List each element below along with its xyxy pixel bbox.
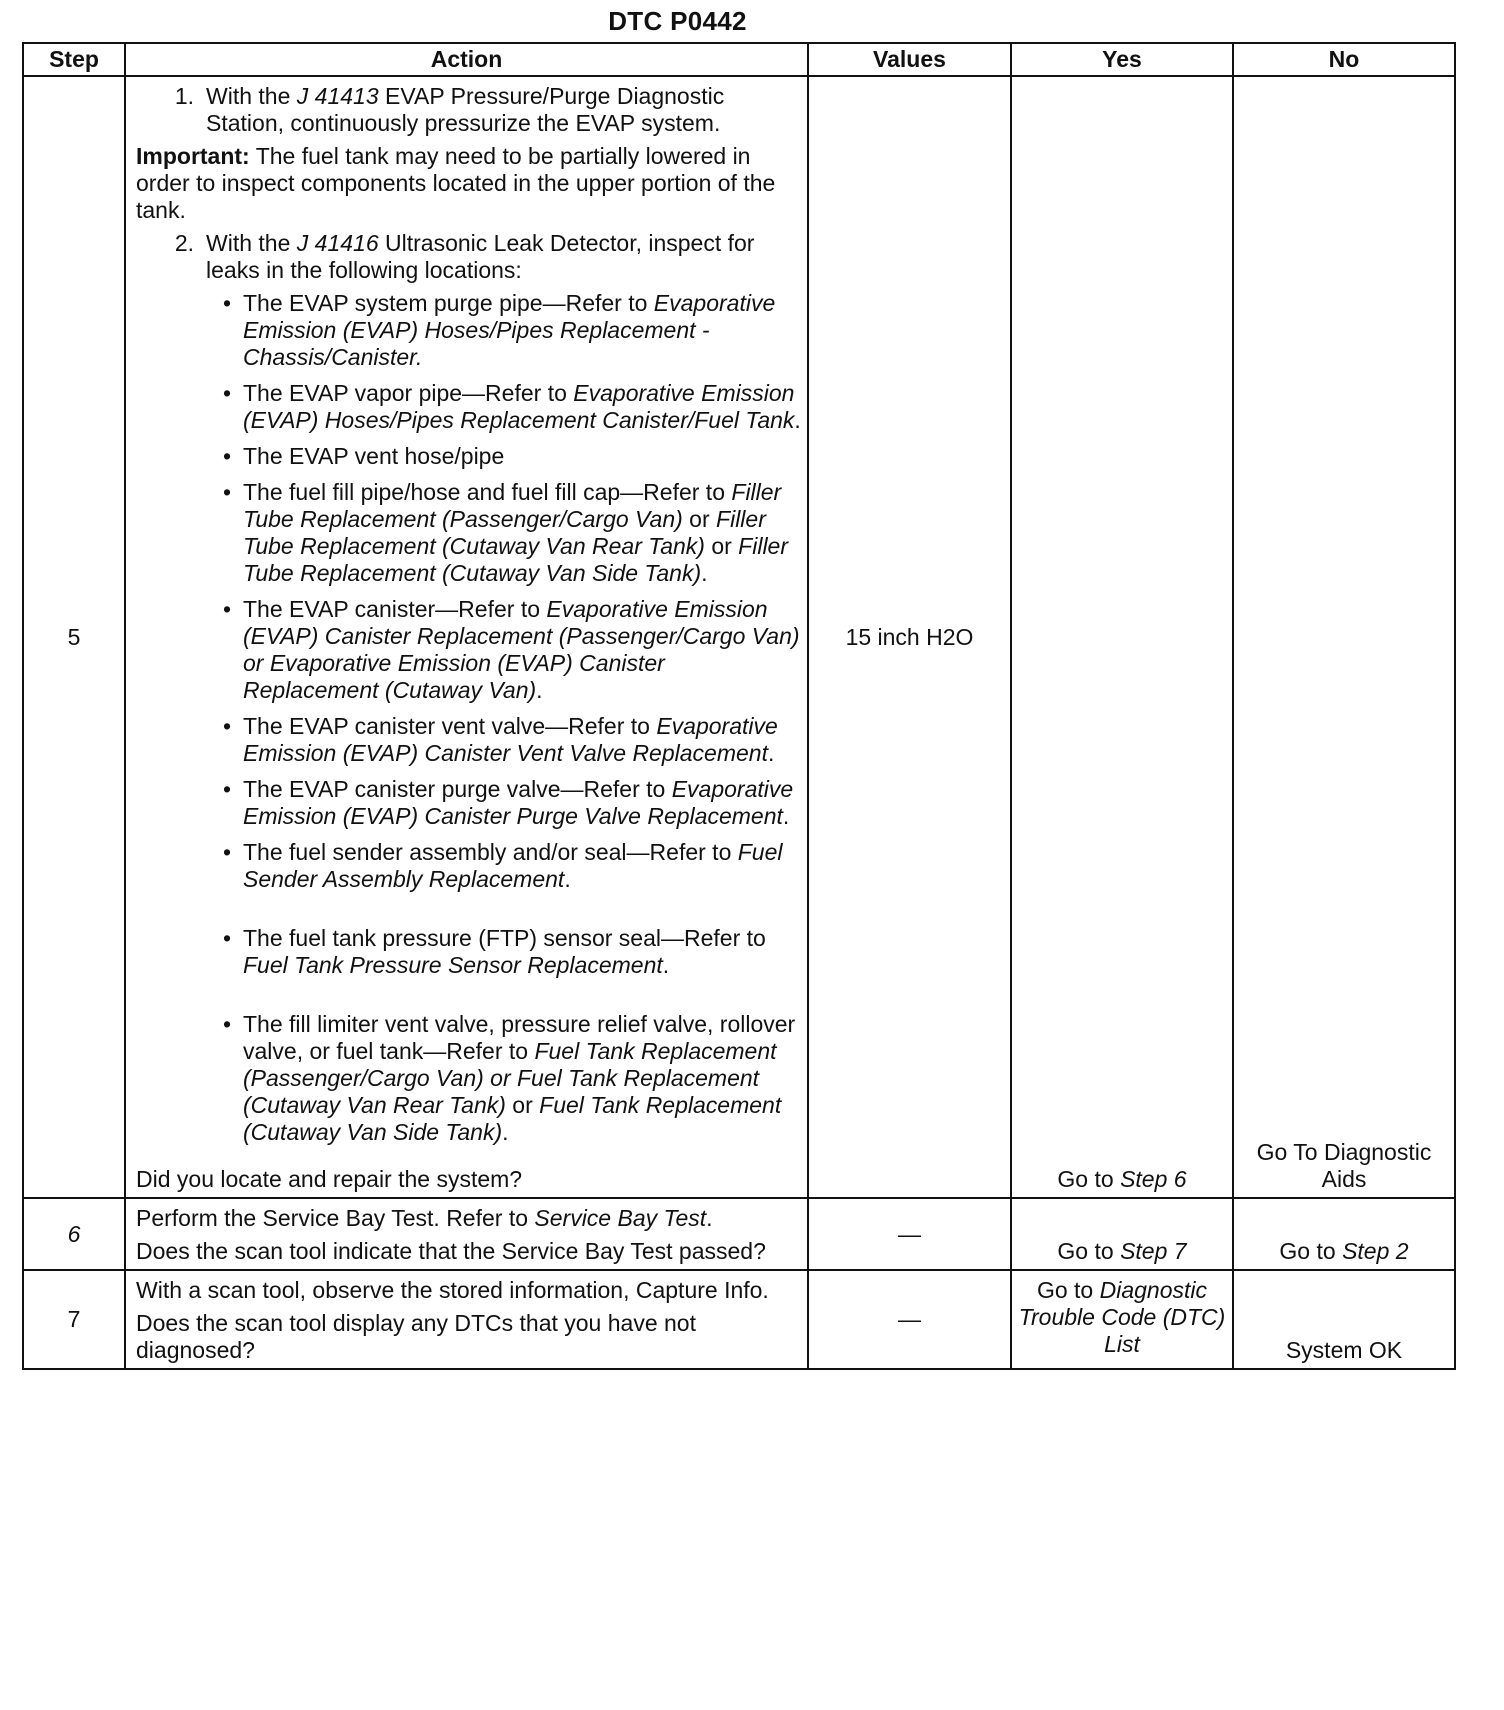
bullet-end: . xyxy=(536,677,543,703)
procedure-ref: Fuel Tank Replacement (Passenger/Cargo Van) or Fuel Tank Replacement (Cutaway Van Rear Tank) xyxy=(243,1038,777,1118)
bullet-icon: • xyxy=(222,290,231,316)
page-title: DTC P0442 xyxy=(608,6,747,36)
bullet-icon: • xyxy=(222,776,231,802)
bullet-item xyxy=(136,380,801,434)
item-number: 2. xyxy=(174,230,194,256)
header-no: No xyxy=(1233,43,1455,76)
yes-prefix: Go to xyxy=(1057,1238,1121,1264)
table-row-step-6 xyxy=(23,1198,1455,1270)
bullet-text: or xyxy=(505,1092,540,1118)
procedure-ref: Fuel Sender Assembly Replacement xyxy=(243,839,783,892)
no-step-ref: Step 2 xyxy=(1342,1238,1409,1264)
yes-cell xyxy=(1011,1198,1233,1270)
bullet-item xyxy=(136,290,801,371)
header-yes: Yes xyxy=(1011,43,1233,76)
table-row-step-5 xyxy=(23,76,1455,1198)
bullet-item xyxy=(136,479,801,587)
item-text: With the xyxy=(206,83,297,109)
important-label: Important: xyxy=(136,143,250,169)
bullet-text: The EVAP canister purge valve—Refer to xyxy=(243,776,672,802)
procedure-ref: Filler Tube Replacement (Cutaway Van Rear Tank) xyxy=(243,506,766,559)
yes-prefix: Go to xyxy=(1036,1277,1100,1303)
header-step: Step xyxy=(23,43,125,76)
action-cell xyxy=(125,1270,808,1369)
procedure-ref: Evaporative Emission (EVAP) Hoses/Pipes Replacement - Chassis/Canister. xyxy=(243,290,776,370)
bullet-text: The EVAP canister—Refer to xyxy=(243,596,547,622)
action-text-end: . xyxy=(706,1205,713,1231)
values-cell: — xyxy=(808,1198,1011,1270)
procedure-ref: Evaporative Emission (EVAP) Canister Vent Valve Replacement xyxy=(243,713,778,766)
bullet-item xyxy=(136,1011,801,1146)
bullet-text: The fuel sender assembly and/or seal—Refer to xyxy=(243,839,738,865)
bullet-end: . xyxy=(662,952,670,978)
action-text: With a scan tool, observe the stored information, Capture Info. xyxy=(136,1277,769,1303)
procedure-ref: Evaporative Emission (EVAP) Canister Replacement (Passenger/Cargo Van) or xyxy=(243,596,800,676)
no-cell: System OK xyxy=(1233,1270,1455,1369)
yes-step-ref: Step 6 xyxy=(1120,1166,1187,1192)
bullet-icon: • xyxy=(222,713,231,739)
procedure-ref: Filler Tube Replacement (Passenger/Cargo Van) xyxy=(243,479,782,532)
step-number: 6 xyxy=(23,1198,125,1270)
bullet-icon: • xyxy=(222,1011,231,1037)
yes-prefix: Go to xyxy=(1057,1166,1121,1192)
step-number: 5 xyxy=(23,76,125,1198)
question-text: Does the scan tool display any DTCs that you have not diagnosed? xyxy=(136,1310,696,1363)
procedure-ref: Evaporative Emission (EVAP) Canister Purge Valve Replacement xyxy=(243,776,794,829)
procedure-ref: Evaporative Emission (EVAP) Hoses/Pipes Replacement Canister/Fuel Tank xyxy=(243,380,795,433)
bullet-end: . xyxy=(782,803,790,829)
tool-ref: J 41416 xyxy=(296,230,379,256)
bullet-icon: • xyxy=(222,479,231,505)
diagnostic-table xyxy=(22,42,1456,1370)
bullet-icon: • xyxy=(222,380,231,406)
procedure-ref: Fuel Tank Pressure Sensor Replacement xyxy=(243,952,663,978)
yes-cell xyxy=(1011,1270,1233,1369)
no-prefix: Go to xyxy=(1279,1238,1343,1264)
bullet-text: The EVAP vent hose/pipe xyxy=(243,443,505,469)
bullet-icon: • xyxy=(222,443,231,469)
bullet-text: The EVAP system purge pipe—Refer to xyxy=(243,290,654,316)
bullet-icon: • xyxy=(222,596,231,622)
bullet-text: or xyxy=(682,506,717,532)
action-text-part: Perform the Service Bay Test. Refer to xyxy=(136,1205,535,1231)
bullet-item xyxy=(136,596,801,704)
bullet-item xyxy=(136,839,801,893)
header-action: Action xyxy=(125,43,808,76)
bullet-text: The EVAP vapor pipe—Refer to xyxy=(243,380,574,406)
bullet-end: . xyxy=(564,866,571,892)
action-cell xyxy=(125,1198,808,1270)
bullet-icon: • xyxy=(222,839,231,865)
item-text: Ultrasonic Leak Detector, inspect for leaks in the following locations: xyxy=(206,230,755,283)
bullet-end: . xyxy=(794,407,801,433)
bullet-text: The EVAP canister vent valve—Refer to xyxy=(243,713,657,739)
no-cell xyxy=(1233,1198,1455,1270)
procedure-ref: Service Bay Test xyxy=(534,1205,707,1231)
procedure-ref: Filler Tube Replacement (Cutaway Van Side Tank) xyxy=(243,533,789,586)
bullet-text: The fill limiter vent valve, pressure relief valve, rollover valve, or fuel tank—Refer to xyxy=(243,1011,796,1064)
yes-cell xyxy=(1011,76,1233,1198)
no-cell: Go To Diagnostic Aids xyxy=(1233,76,1455,1198)
bullet-text: The fuel tank pressure (FTP) sensor seal—Refer to xyxy=(243,925,766,951)
procedure-ref: Evaporative Emission (EVAP) Canister Replacement (Cutaway Van) xyxy=(243,650,665,703)
header-row xyxy=(23,43,1455,76)
bullet-item xyxy=(136,925,801,979)
yes-dtc-list-ref: Diagnostic Trouble Code (DTC) List xyxy=(1018,1277,1226,1357)
important-note xyxy=(136,143,801,224)
bullet-end: . xyxy=(502,1119,509,1145)
question-text: Does the scan tool indicate that the Service Bay Test passed? xyxy=(136,1238,766,1264)
bullet-icon: • xyxy=(222,925,231,951)
bullet-item xyxy=(136,443,801,470)
bullet-end: . xyxy=(701,560,708,586)
bullet-item xyxy=(136,776,801,830)
important-text: The fuel tank may need to be partially lowered in order to inspect components located in the upper portion of the tank. xyxy=(136,143,776,223)
item-text: With the xyxy=(206,230,297,256)
question-text: Did you locate and repair the system? xyxy=(136,1166,523,1192)
header-values: Values xyxy=(808,43,1011,76)
step-number: 7 xyxy=(23,1270,125,1369)
action-text xyxy=(136,1205,801,1232)
table-row-step-7 xyxy=(23,1270,1455,1369)
numbered-item-1 xyxy=(136,83,801,137)
bullet-item xyxy=(136,713,801,767)
values-cell: 15 inch H2O xyxy=(808,76,1011,1198)
bullet-text: The fuel fill pipe/hose and fuel fill cap—Refer to xyxy=(243,479,732,505)
procedure-ref: Fuel Tank Replacement (Cutaway Van Side Tank) xyxy=(243,1092,782,1145)
item-number: 1. xyxy=(174,83,194,109)
bullet-text: or xyxy=(704,533,739,559)
values-cell: — xyxy=(808,1270,1011,1369)
numbered-item-2 xyxy=(136,230,801,284)
tool-ref: J 41413 xyxy=(296,83,379,109)
item-text: EVAP Pressure/Purge Diagnostic Station, continuously pressurize the EVAP system. xyxy=(206,83,725,136)
yes-step-ref: Step 7 xyxy=(1120,1238,1187,1264)
action-cell xyxy=(125,76,808,1198)
bullet-end: . xyxy=(767,740,775,766)
